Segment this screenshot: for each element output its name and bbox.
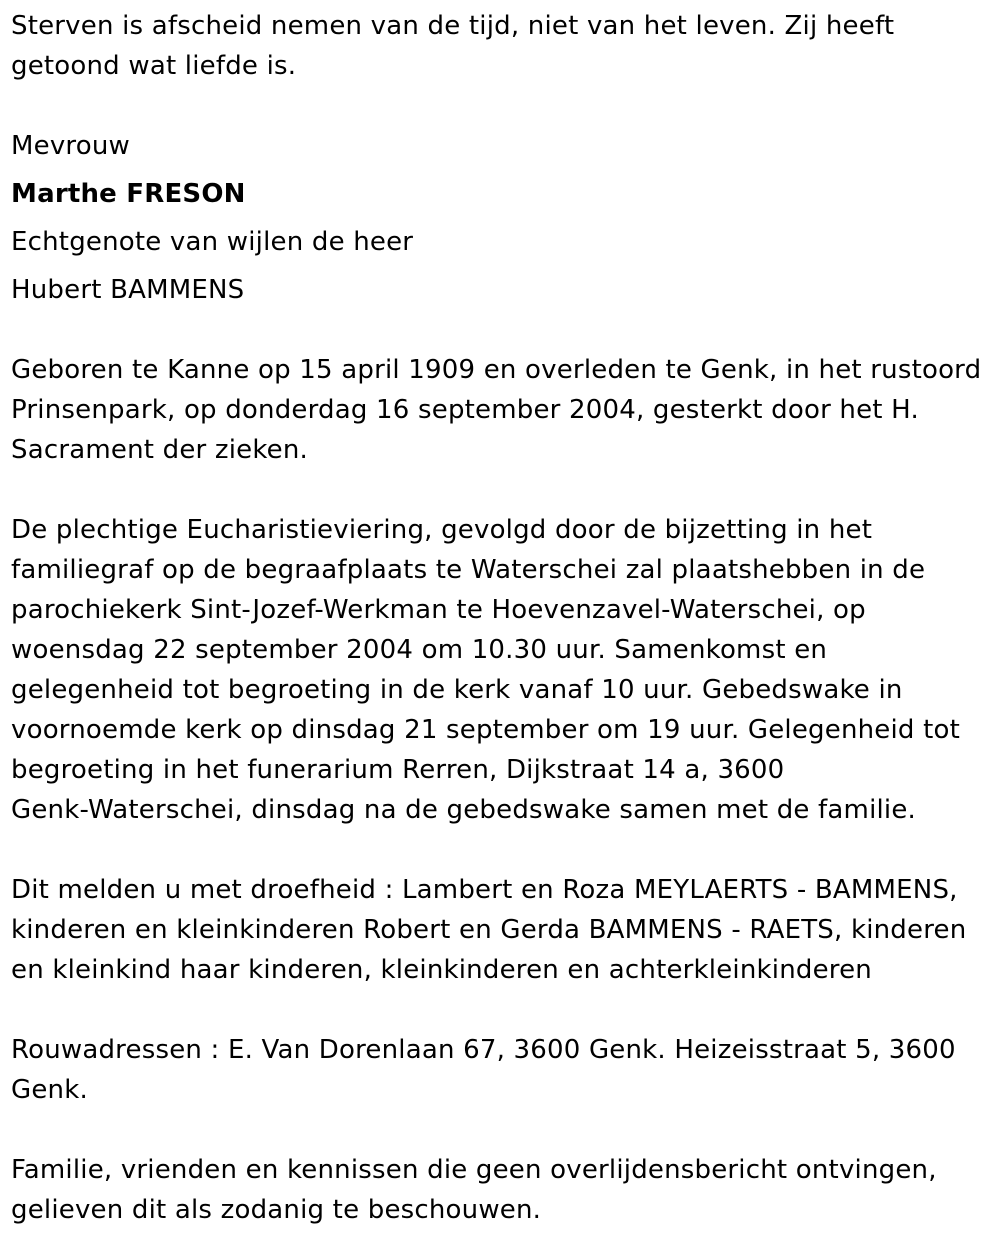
text-line: Genk-Waterschei, dinsdag na de gebedswake samen met de familie. <box>11 795 917 825</box>
text-line: gelieven dit als zodanig te beschouwen. <box>11 1195 542 1225</box>
birth-death-paragraph <box>11 350 981 470</box>
ceremony-paragraph <box>11 510 960 830</box>
text-line: Familie, vrienden en kennissen die geen overlijdensbericht ontvingen, <box>11 1155 937 1185</box>
text-line: begroeting in het funerarium Rerren, Dijkstraat 14 a, 3600 <box>11 755 785 785</box>
text-line: Sacrament der zieken. <box>11 435 309 465</box>
text-line: Prinsenpark, op donderdag 16 september 2004, gesterkt door het H. <box>11 395 919 425</box>
text-line: parochiekerk Sint-Jozef-Werkman te Hoevenzavel-Waterschei, op <box>11 595 866 625</box>
closing-paragraph <box>11 1150 937 1230</box>
text-line: voornoemde kerk op dinsdag 21 september om 19 uur. Gelegenheid tot <box>11 715 960 745</box>
text-line: gelegenheid tot begroeting in de kerk vanaf 10 uur. Gebedswake in <box>11 675 903 705</box>
text-line: getoond wat liefde is. <box>11 51 297 81</box>
text-line: Geboren te Kanne op 15 april 1909 en overleden te Genk, in het rustoord <box>11 355 982 385</box>
text-line: Genk. <box>11 1075 88 1105</box>
text-line: De plechtige Eucharistieviering, gevolgd door de bijzetting in het <box>11 515 873 545</box>
spouse-name: Hubert BAMMENS <box>11 275 245 305</box>
text-line: en kleinkind haar kinderen, kleinkinderen en achterkleinkinderen <box>11 955 872 985</box>
text-line: Sterven is afscheid nemen van de tijd, niet van het leven. Zij heeft <box>11 11 895 41</box>
text-line: familiegraf op de begraafplaats te Waterschei zal plaatshebben in de <box>11 555 926 585</box>
relation-text: Echtgenote van wijlen de heer <box>11 227 414 257</box>
text-line: Dit melden u met droefheid : Lambert en Roza MEYLAERTS - BAMMENS, <box>11 875 958 905</box>
announcers-paragraph <box>11 870 966 990</box>
text-line: Rouwadressen : E. Van Dorenlaan 67, 3600 Genk. Heizeisstraat 5, 3600 <box>11 1035 956 1065</box>
opening-quote <box>11 6 894 86</box>
deceased-name: Marthe FRESON <box>11 179 246 209</box>
text-line: woensdag 22 september 2004 om 10.30 uur. Samenkomst en <box>11 635 828 665</box>
text-line: kinderen en kleinkinderen Robert en Gerda BAMMENS - RAETS, kinderen <box>11 915 967 945</box>
salutation: Mevrouw <box>11 131 130 161</box>
addresses-paragraph <box>11 1030 956 1110</box>
